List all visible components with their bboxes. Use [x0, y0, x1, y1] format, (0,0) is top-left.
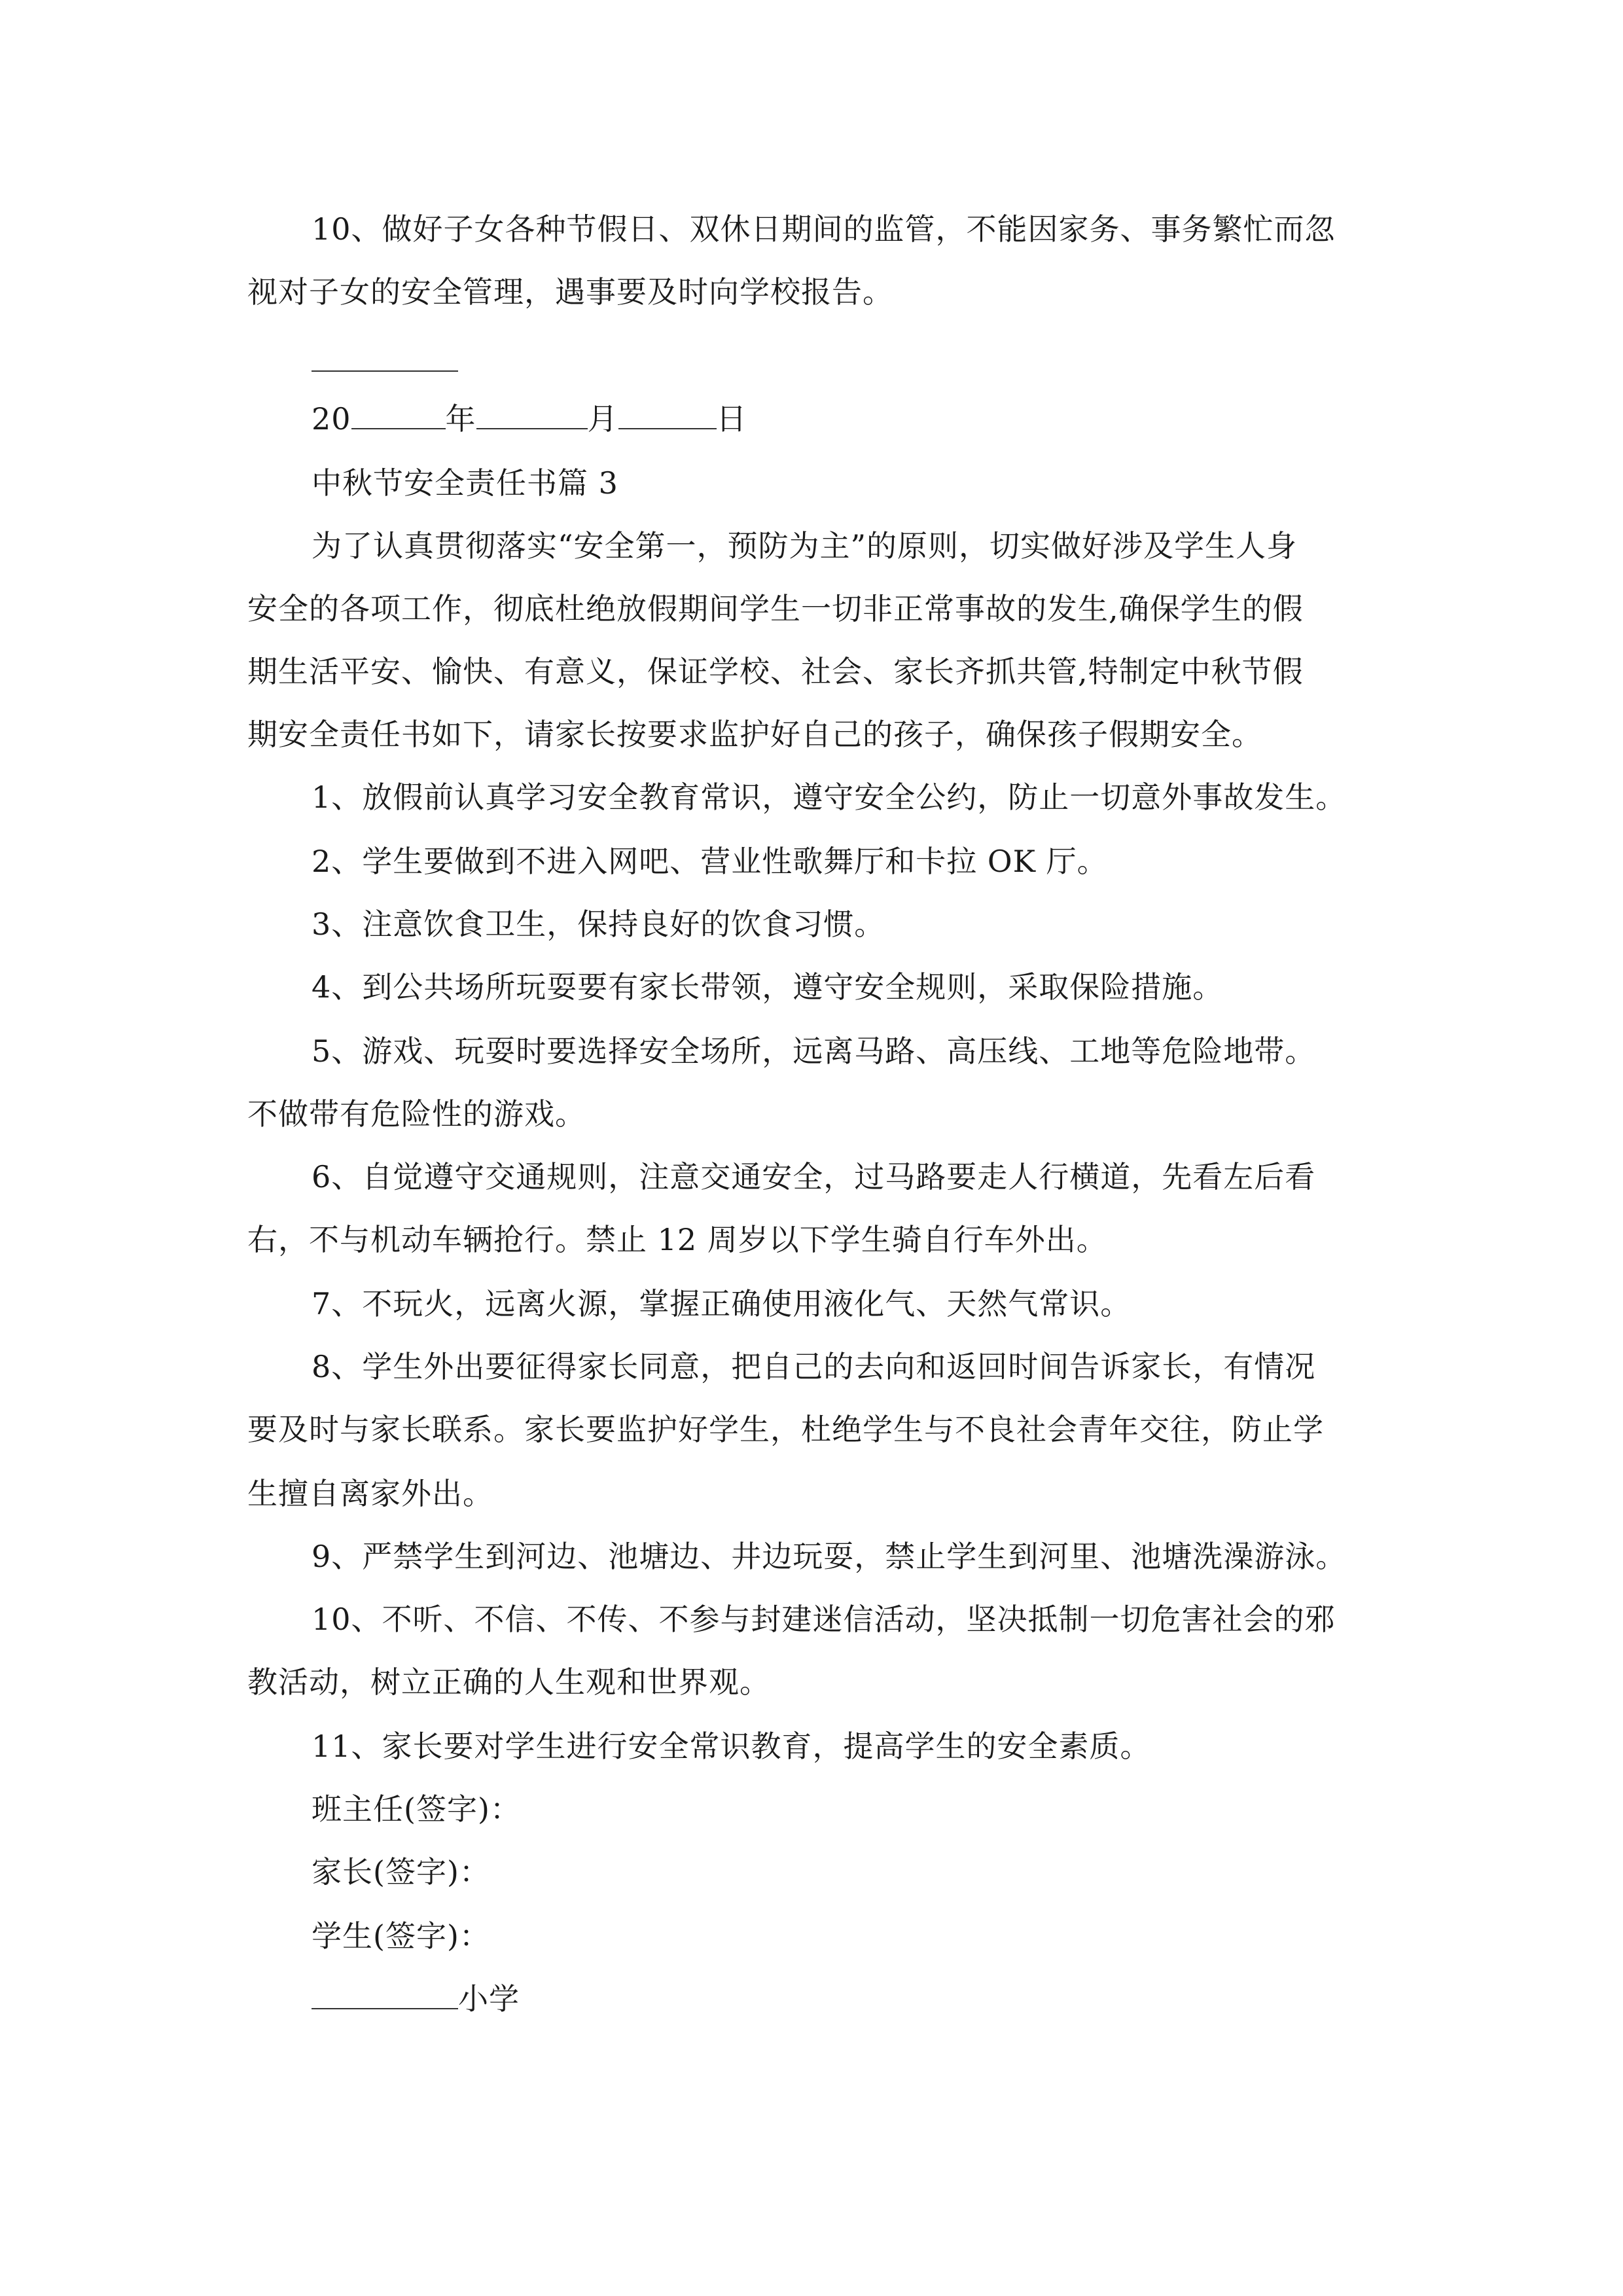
item-8-line-1: 8、学生外出要征得家长同意，把自己的去向和返回时间告诉家长，有情况: [312, 1349, 1316, 1384]
item-9: 9、严禁学生到河边、池塘边、井边玩耍，禁止学生到河里、池塘洗澡游泳。: [312, 1539, 1347, 1574]
year-label: 年: [445, 401, 476, 437]
item-8-line-2: 要及时与家长联系。家长要监护好学生，杜绝学生与不良社会青年交往，防止学: [247, 1412, 1324, 1447]
date-prefix: 20: [312, 401, 351, 437]
month-blank: [476, 402, 588, 429]
signature-blank-line: [312, 370, 458, 372]
item-8-line-3: 生擅自离家外出。: [247, 1476, 493, 1511]
day-label: 日: [716, 401, 747, 437]
item-10-line-1: 10、不听、不信、不传、不参与封建迷信活动，坚决抵制一切危害社会的邪: [312, 1602, 1336, 1637]
item-7: 7、不玩火，远离火源，掌握正确使用液化气、天然气常识。: [312, 1286, 1132, 1321]
day-blank: [618, 402, 717, 429]
item-4: 4、到公共场所玩耍要有家长带领，遵守安全规则，采取保险措施。: [312, 969, 1224, 1005]
intro-line-1: 为了认真贯彻落实“安全第一，预防为主”的原则，切实做好涉及学生人身: [312, 528, 1298, 564]
item-3: 3、注意饮食卫生，保持良好的饮食习惯。: [312, 906, 885, 942]
intro-line-2: 安全的各项工作，彻底杜绝放假期间学生一切非正常事故的发生,确保学生的假: [247, 591, 1304, 626]
item-2: 2、学生要做到不进入网吧、营业性歌舞厅和卡拉 OK 厅。: [312, 844, 1108, 879]
item-5-line-1: 5、游戏、玩耍时要选择安全场所，远离马路、高压线、工地等危险地带。: [312, 1033, 1316, 1069]
sign-teacher: 班主任(签字)：: [312, 1791, 521, 1827]
section-title: 中秋节安全责任书篇 3: [312, 465, 618, 501]
prev-item-10-line-2: 视对子女的安全管理，遇事要及时向学校报告。: [247, 274, 893, 310]
year-blank: [351, 402, 446, 429]
item-5-line-2: 不做带有危险性的游戏。: [247, 1096, 586, 1132]
school-suffix: 小学: [458, 1981, 520, 2017]
month-label: 月: [587, 401, 618, 437]
sign-student: 学生(签字)：: [312, 1918, 490, 1954]
item-11: 11、家长要对学生进行安全常识教育，提高学生的安全素质。: [312, 1729, 1151, 1764]
prev-item-10-line-1: 10、做好子女各种节假日、双休日期间的监管，不能因家务、事务繁忙而忽: [312, 211, 1336, 247]
school-line: [312, 1981, 1385, 2017]
sign-parent: 家长(签字)：: [312, 1854, 490, 1890]
item-1: 1、放假前认真学习安全教育常识，遵守安全公约，防止一切意外事故发生。: [312, 780, 1347, 815]
date-line: [312, 401, 1385, 437]
intro-line-4: 期安全责任书如下，请家长按要求监护好自己的孩子，确保孩子假期安全。: [247, 717, 1262, 752]
item-6-line-2: 右，不与机动车辆抢行。禁止 12 周岁以下学生骑自行车外出。: [247, 1222, 1107, 1257]
item-6-line-1: 6、自觉遵守交通规则，注意交通安全，过马路要走人行横道，先看左后看: [312, 1159, 1316, 1194]
school-name-blank: [312, 1982, 458, 2009]
intro-line-3: 期生活平安、愉快、有意义，保证学校、社会、家长齐抓共管,特制定中秋节假: [247, 654, 1304, 689]
item-10-line-2: 教活动，树立正确的人生观和世界观。: [247, 1664, 770, 1700]
